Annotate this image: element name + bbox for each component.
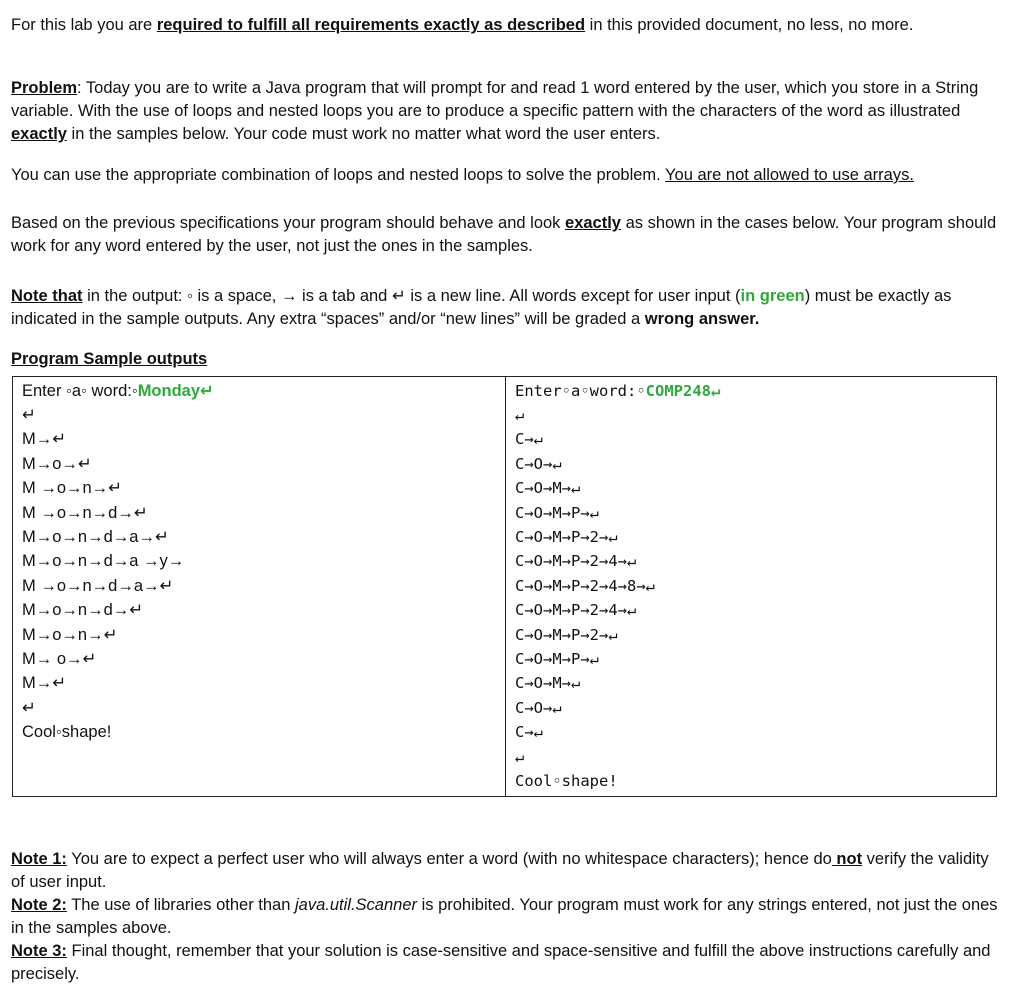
note-that-in-green: in green (740, 287, 805, 305)
note-that-paragraph (11, 285, 1001, 331)
no-arrays-rule: You are not allowed to use arrays. (665, 166, 914, 184)
sample-comp248-line: Cool◦shape! (515, 772, 618, 790)
note-2-pre: The use of libraries other than (66, 896, 295, 914)
sample-comp248-line: ↵ (515, 406, 525, 424)
based-post: as shown in the cases below. Your program should work for any word entered by the user, not just the ones in the samples. (11, 214, 997, 255)
based-pre: Based on the previous specifications your program should behave and look (11, 214, 566, 232)
note-1-not: not (831, 850, 863, 868)
note-1 (11, 848, 1001, 894)
sample-comp248-line: C→O→M→P→2→↵ (515, 528, 618, 546)
sample-monday-column (13, 377, 506, 796)
sample-monday-line: M→o→n→d→a→↵ (22, 528, 169, 546)
sample-comp248-line: ↵ (515, 747, 525, 766)
sample-comp248-prompt-line (515, 379, 720, 403)
sample-comp248-line: C→O→M→↵ (515, 479, 581, 498)
loops-paragraph (11, 164, 914, 187)
note-2-post: is prohibited. Your program must work for any strings entered, not just the ones in the samples above. (11, 896, 998, 937)
note-1-tail: verify the validity of user input. (11, 850, 989, 891)
sample-monday-line: M →o→n→d→↵ (22, 503, 148, 522)
sample-comp248-line: C→O→↵ (515, 454, 562, 473)
note-that-text-a: in the output: ◦ is a space, → is a tab and ↵ is a new line. All words except for user input ( (82, 287, 741, 305)
sample-monday-line: M →o→n→d→a→↵ (22, 576, 174, 595)
sample-comp248-line: C→O→M→P→2→4→↵ (515, 601, 637, 620)
notes-section (11, 848, 1001, 986)
note-that-text-b: ) must be exactly as indicated in the sample outputs. Any extra “spaces” and/or “new lines” will be graded a (11, 287, 952, 328)
sample-monday-line: M→ o→↵ (22, 650, 97, 668)
sample-comp248-line: C→O→M→P→2→↵ (515, 625, 618, 644)
sample-monday-line: M→o→n→↵ (22, 625, 118, 644)
note-1-text: You are to expect a perfect user who will always enter a word (with no whitespace characters); hence do (66, 850, 832, 868)
problem-text-a: : Today you are to write a Java program that will prompt for and read 1 word entered by the user, which you store in a String variable. With the use of loops and nested loops you are to produce a specific pattern with the characters of the word as illustrated (11, 79, 979, 120)
sample-monday-prompt-line (22, 379, 214, 403)
intro-paragraph (11, 14, 913, 37)
problem-text-b: in the samples below. Your code must work no matter what word the user enters. (66, 125, 661, 143)
sample-monday-input: Monday↵ (137, 382, 214, 400)
sample-comp248-line: C→O→M→↵ (515, 674, 581, 693)
sample-monday-line: M →o→n→↵ (22, 479, 123, 498)
problem-paragraph (11, 77, 1001, 146)
intro-emphasis: required to fulfill all requirements exactly as described (156, 16, 586, 34)
sample-comp248-line: C→↵ (515, 723, 543, 742)
note-that-wrong: wrong answer. (644, 310, 760, 328)
sample-monday-line: M→o→n→d→a →y→ (22, 552, 185, 571)
sample-comp248-line: C→O→↵ (515, 698, 562, 717)
sample-comp248-line: C→↵ (515, 430, 543, 449)
sample-monday-line: ↵ (22, 406, 36, 424)
sample-monday-line: M→↵ (22, 430, 67, 449)
loops-text: You can use the appropriate combination of loops and nested loops to solve the problem. (11, 166, 666, 184)
sample-monday-line: M→o→n→d→↵ (22, 601, 144, 620)
based-paragraph (11, 212, 1001, 258)
intro-pre: For this lab you are (11, 16, 157, 34)
intro-post: in this provided document, no less, no more. (585, 16, 914, 34)
based-exactly: exactly (565, 214, 621, 232)
note-3-text: Final thought, remember that your solution is case-sensitive and space-sensitive and fulfill the above instructions carefully and precisely. (11, 942, 991, 983)
sample-comp248-line: C→O→M→P→↵ (515, 650, 599, 668)
sample-monday-line: M→↵ (22, 674, 67, 693)
sample-outputs-table (12, 376, 997, 797)
sample-monday-line: M→o→↵ (22, 454, 92, 473)
sample-monday-line: Cool◦shape! (22, 723, 112, 742)
note-2 (11, 894, 1001, 940)
note-that-label: Note that (11, 287, 83, 305)
sample-monday-prompt: Enter ◦a◦ word:◦ (22, 382, 138, 400)
sample-comp248-prompt: Enter◦a◦word:◦ (515, 382, 646, 400)
sample-comp248-line: C→O→M→P→2→4→8→↵ (515, 576, 655, 595)
note-2-scanner: java.util.Scanner (295, 896, 417, 914)
note-3-label: Note 3: (11, 942, 67, 960)
sample-monday-line: ↵ (22, 698, 36, 717)
sample-comp248-input: COMP248↵ (645, 382, 721, 400)
samples-title: Program Sample outputs (11, 350, 208, 368)
problem-exactly: exactly (11, 125, 67, 143)
note-2-label: Note 2: (11, 896, 67, 914)
note-1-label: Note 1: (11, 850, 67, 868)
note-3 (11, 940, 1001, 986)
sample-comp248-line: C→O→M→P→2→4→↵ (515, 552, 637, 571)
problem-label: Problem (11, 79, 78, 97)
sample-comp248-line: C→O→M→P→↵ (515, 503, 599, 522)
sample-comp248-column (506, 377, 996, 796)
